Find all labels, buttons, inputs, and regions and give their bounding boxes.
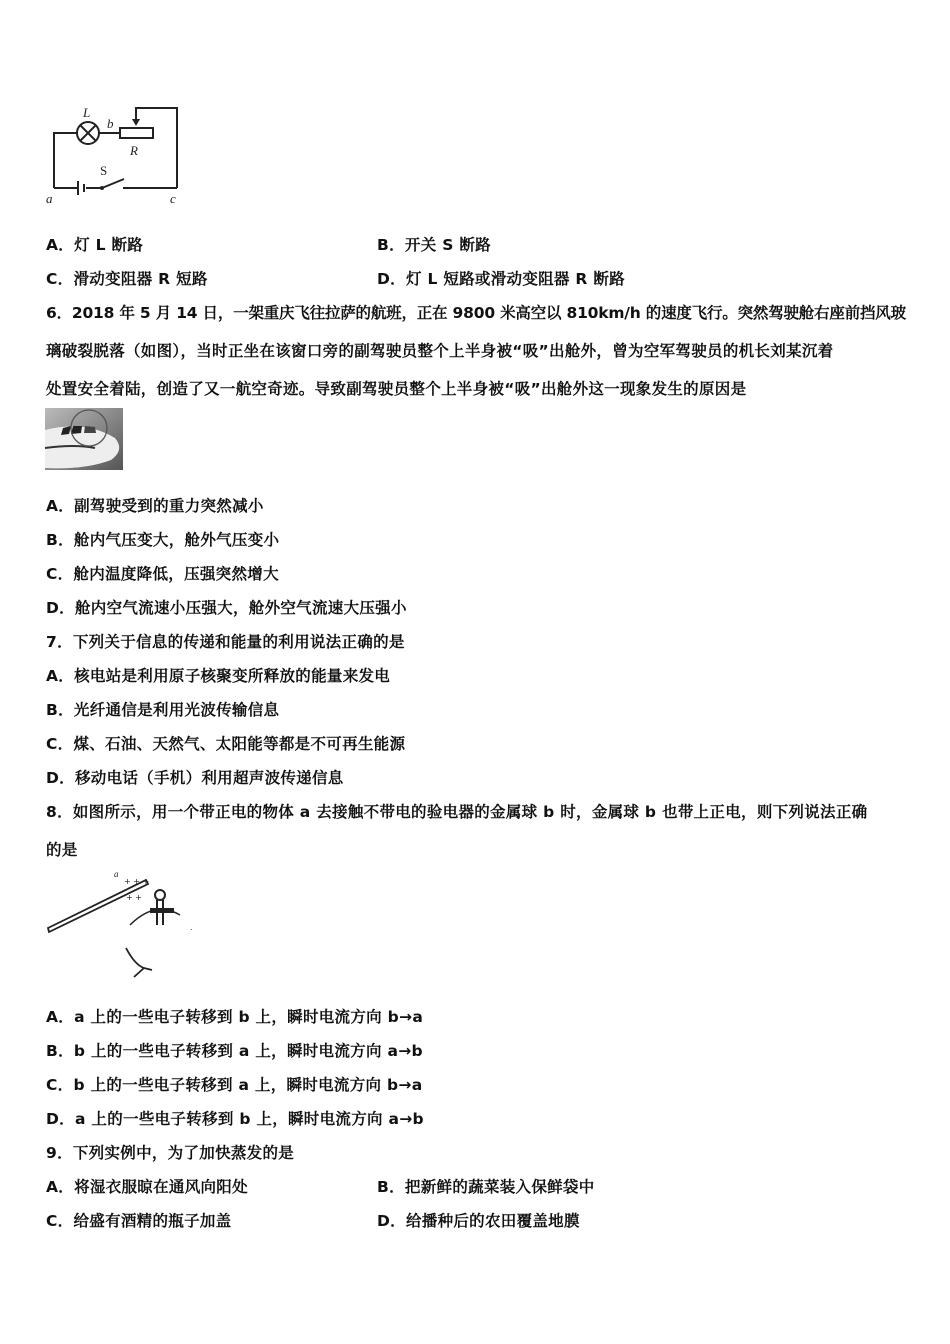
q8-option-a: A．a 上的一些电子转移到 b 上，瞬时电流方向 b→a [46, 1008, 424, 1026]
label-c: c [170, 191, 176, 206]
q8-option-c: C．b 上的一些电子转移到 a 上，瞬时电流方向 b→a [46, 1076, 423, 1094]
q5-option-d: D．灯 L 短路或滑动变阻器 R 断路 [377, 270, 625, 288]
q9-option-a: A．将湿衣服晾在通风向阳处 [46, 1178, 248, 1196]
q5-option-b: B．开关 S 断路 [377, 236, 491, 254]
q6-option-a: A．副驾驶受到的重力突然减小 [46, 497, 264, 515]
label-a: a [46, 191, 53, 206]
q7-stem: 7．下列关于信息的传递和能量的利用说法正确的是 [46, 633, 405, 651]
q8-stem-line-1: 8．如图所示，用一个带正电的物体 a 去接触不带电的验电器的金属球 b 时，金属球 b 也带上正电，则下列说法正确 [46, 803, 868, 821]
label-resistor: R [130, 143, 138, 158]
q5-option-a: A．灯 L 断路 [46, 236, 144, 254]
charge-signs: + + + [124, 877, 150, 886]
q6-stem-line-3: 处置安全着陆，创造了又一航空奇迹。导致副驾驶员整个上半身被“吸”出舱外这一现象发生的原因是 [46, 380, 747, 398]
q5-option-c: C．滑动变阻器 R 短路 [46, 270, 208, 288]
label-b: b [107, 116, 114, 131]
q8-option-b: B．b 上的一些电子转移到 a 上，瞬时电流方向 a→b [46, 1042, 423, 1060]
q9-option-b: B．把新鲜的蔬菜装入保鲜袋中 [377, 1178, 595, 1196]
circuit-diagram [40, 95, 240, 215]
q7-option-c: C．煤、石油、天然气、太阳能等都是不可再生能源 [46, 735, 406, 753]
q7-option-b: B．光纤通信是利用光波传输信息 [46, 701, 280, 719]
label-rod-a: a [114, 869, 119, 879]
q8-option-d: D．a 上的一些电子转移到 b 上，瞬时电流方向 a→b [46, 1110, 424, 1128]
airplane-cockpit-photo [45, 408, 123, 470]
q9-option-c: C．给盛有酒精的瓶子加盖 [46, 1212, 232, 1230]
q9-stem: 9．下列实例中，为了加快蒸发的是 [46, 1144, 295, 1162]
q9-option-d: D．给播种后的农田覆盖地膜 [377, 1212, 580, 1230]
q6-stem-line-2: 璃破裂脱落（如图），当时正坐在该窗口旁的副驾驶员整个上半身被“吸”出舱外，曾为空军驾驶员的机长刘某沉着 [46, 342, 834, 360]
q6-option-d: D．舱内空气流速小压强大，舱外空气流速大压强小 [46, 599, 407, 617]
q6-option-c: C．舱内温度降低，压强突然增大 [46, 565, 279, 583]
q8-stem-line-2: 的是 [46, 841, 78, 859]
dot-mark: . [190, 923, 193, 932]
q6-option-b: B．舱内气压变大，舱外气压变小 [46, 531, 280, 549]
label-lamp: L [83, 105, 91, 120]
electroscope-diagram [40, 860, 220, 985]
q6-stem-line-1: 6．2018 年 5 月 14 日，一架重庆飞往拉萨的航班，正在 9800 米高空以 810km/h 的速度飞行。突然驾驶舱右座前挡风玻 [46, 304, 906, 322]
charge-signs: + + [126, 893, 142, 902]
q7-option-d: D．移动电话（手机）利用超声波传递信息 [46, 769, 344, 787]
q7-option-a: A．核电站是利用原子核聚变所释放的能量来发电 [46, 667, 391, 685]
label-switch: S [100, 163, 108, 178]
